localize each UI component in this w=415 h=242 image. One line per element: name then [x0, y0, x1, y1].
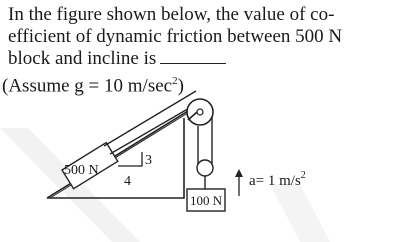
acceleration-text: a= 1 m/s [249, 173, 301, 189]
assume-g-superscript: 2 [172, 75, 178, 87]
block-100n-label: 100 N [190, 193, 223, 208]
block-500n-label: 500 N [64, 163, 99, 178]
question-line-2: efficient of dynamic friction between 500 N [8, 26, 343, 47]
question-line-3-text: block and incline is [8, 48, 157, 69]
acceleration-superscript: 2 [300, 170, 306, 181]
acceleration-label [249, 170, 306, 189]
watermark-stripe-2 [270, 184, 330, 242]
hanging-pulley [197, 160, 213, 176]
incline-surface [47, 111, 188, 198]
question-line-3 [8, 48, 410, 70]
answer-blank [160, 49, 226, 64]
incline-diagram [0, 88, 415, 242]
question-text [2, 4, 410, 97]
slope-rise-label: 3 [145, 153, 152, 168]
pulley-axle [197, 109, 203, 115]
incline-figure [0, 88, 415, 242]
assume-g-text: (Assume g = 10 m/sec [2, 75, 173, 97]
string-incline [104, 91, 196, 146]
slope-run-label: 4 [124, 174, 131, 189]
question-line-1: In the figure shown below, the value of co- [8, 4, 335, 25]
acceleration-arrow-head [235, 169, 243, 177]
watermark-stripe [0, 128, 140, 242]
assume-g-close: ) [177, 75, 184, 97]
